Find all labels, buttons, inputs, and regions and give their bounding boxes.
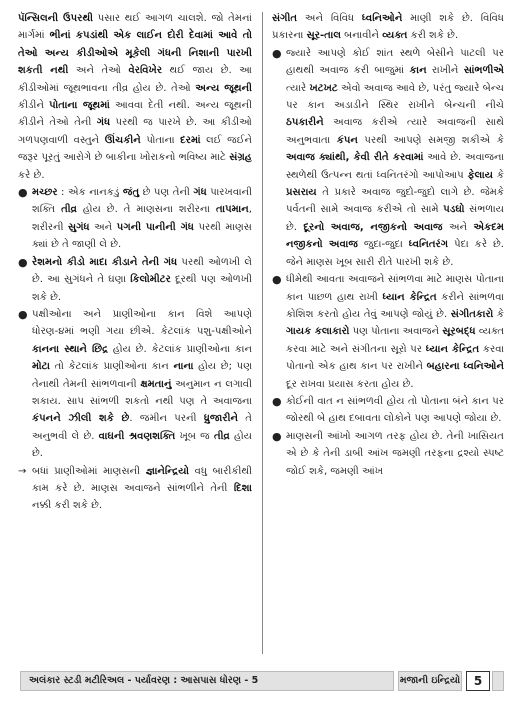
text-run: પરથી આપણે સમજી શકીએ કે <box>357 134 504 146</box>
bold-text: ધ્યાન કેન્દ્રિત <box>382 291 437 303</box>
text-run: આવવા દેતી નથી. અન્ય જૂથની કીડીને તેઓ તેની <box>18 100 252 129</box>
bullet-icon: ● <box>18 255 28 269</box>
text-run: કરવા પોતાનો એક હાથ કાન પર રાખીને <box>286 343 504 373</box>
text-run: પક્ષીઓના અને પ્રાણીઓના કાન વિશે આપણે ધોરણ-૪માં ભણી ગયા છીએ. કેટલાંક પશુ-પક્ષીઓને <box>32 308 252 338</box>
bold-text: ક્ષમતાનું <box>140 378 172 390</box>
text-run: અવાજ કરીએ ત્યારે અવાજની સાથે અનુભવાતા <box>286 117 504 146</box>
bold-text: દિશા <box>233 482 252 494</box>
text-run: તે અનુભવી લે છે. <box>32 413 253 442</box>
right-column <box>272 10 504 480</box>
text-run: વધુ બારીકીથી કામ કરે છે. માણસ અવાજને સાંભળીને તેની <box>32 465 252 494</box>
text-run: જ્યારે આપણે કોઈ શાંત સ્થળે બેસીને પાટલી પર હાથથી અવાજ કરી બાજુમાં <box>286 47 504 77</box>
bold-text: પગની પાનીની ગંધ <box>116 221 194 233</box>
arrow-note <box>18 463 252 515</box>
bold-text: જ્ઞાનેન્દ્રિયો <box>145 465 190 477</box>
bullet-text <box>32 257 252 303</box>
bullet-icon: ● <box>272 46 282 60</box>
text-run: પરથી જ પારખે છે. આ કીડીઓ ગળપણવાળી વસ્તુને <box>18 117 253 146</box>
text-run: પસાર થઈ આગળ ચાલશે. જો તેમનાં માર્ગમાં <box>18 13 252 42</box>
text-run: ધીમેથી આવતા અવાજને સાંભળવા માટે માણસ પોતાના કાન પાછળ હાથ રાખી <box>286 274 504 303</box>
bullet-text <box>286 274 504 389</box>
bold-text: રેશમનો કીડો માદા કીડાને તેની ગંધ <box>32 256 178 268</box>
text-run: દૂર રાખવા પ્રયાસ કરતા હોય છે. <box>286 378 414 390</box>
bold-text: પ્રસરાય <box>286 187 317 199</box>
footer-book-title: અલંકાર સ્ટડી મટીરિઅલ - પર્યાવરણ : આસપાસ ધોરણ - 5 <box>20 671 394 691</box>
bullet-icon: ● <box>272 394 282 408</box>
bullet-text <box>32 187 252 250</box>
bold-text: મચ્છર <box>32 187 58 199</box>
bold-text: અન્ય જૂથની <box>195 82 252 94</box>
bold-text: ફેલાય <box>467 169 494 181</box>
bullet-icon: ● <box>18 307 28 321</box>
text-run: પરથી ઓળખી લે છે. આ સુગંધને તે ઘણા <box>32 256 252 286</box>
text-run: પારખવાની શક્તિ <box>32 187 252 216</box>
bullet-item <box>272 428 504 480</box>
bullet-item <box>18 184 252 254</box>
text-run: અને <box>442 221 474 233</box>
text-run: કરી શકે છે. <box>407 30 459 42</box>
text-run: કે <box>493 308 504 320</box>
bold-text: તાપમાન <box>215 204 249 216</box>
text-run: પોતાના <box>140 134 181 146</box>
bullet-icon: ● <box>272 429 282 443</box>
bullet-text <box>286 431 504 477</box>
bold-text: ધ્યાન કેન્દ્રિત <box>425 343 480 355</box>
text-run: પેદા કરે છે. જેને માણસ ખૂબ સારી રીતે પારખી શકે છે. <box>286 239 504 268</box>
bold-text: અવાજ ક્યાંથી, કેવી રીતે કરવામાં <box>286 152 424 164</box>
text-run: દૂરથી પણ ઓળખી શકે છે. <box>32 274 252 303</box>
footer-page-number: 5 <box>466 671 490 691</box>
text-run: અને <box>89 221 117 233</box>
bold-text: ધ્વનિઓને <box>361 13 403 24</box>
bullet-item <box>272 271 504 393</box>
bold-text: પૅન્સિલની ઉપરથી <box>18 13 94 24</box>
bullet-item <box>18 306 252 463</box>
bold-text: એકદમ નજીકનો અવાજ <box>286 221 504 251</box>
bold-text: તીવ્ર <box>61 204 77 216</box>
text-run: : એક નાનકડું <box>57 187 123 199</box>
bold-text: બહારના ધ્વનિઓને <box>426 361 504 373</box>
bold-text: સુગંધ <box>68 221 90 233</box>
bullet-item <box>18 254 252 306</box>
text-run: હોય છે; પણ તેનાથી તેમની સાંભળવાની <box>32 361 252 390</box>
bold-text: ગંધ <box>193 187 207 199</box>
text-run: અનુમાન ન લગાવી શકાય. સાપ સાંભળી શકતો નથી પણ તે અવાજના <box>32 378 252 407</box>
text-run: છે પણ તેની <box>139 187 194 199</box>
bold-text: સંગીતકારો <box>450 308 494 320</box>
bold-text: ઠપકારીને <box>286 117 324 129</box>
bold-text: નાના <box>173 361 194 373</box>
bold-text: મોટા <box>32 361 50 373</box>
bold-text: કાન <box>409 65 427 77</box>
text-run: પણ પોતાના અવાજને <box>349 326 443 338</box>
bullet-text <box>286 48 504 268</box>
footer-chapter-title: મજાની ઇન્દ્રિયો <box>398 671 462 691</box>
bold-text: વેરવિખેર <box>128 65 163 77</box>
page-footer <box>20 671 504 691</box>
text-run: હોય છે. તે માણસના શરીરના <box>76 204 216 216</box>
bold-text: ખટખટ <box>309 82 338 94</box>
text-run: આવે છે. અવાજના સ્થળેથી ઉત્પન્ન થતાં ધ્વનિતરંગો આપોઆપ <box>286 152 505 181</box>
text-run: કીડીને <box>18 100 50 112</box>
bullet-icon: ● <box>272 273 282 287</box>
bold-text: ગંધ <box>96 117 111 129</box>
text-run: ત્યારે <box>286 82 310 94</box>
bold-text: વ્યક્ત <box>382 30 408 42</box>
text-run: તો કેટલાંક પ્રાણીઓના કાન <box>50 361 174 373</box>
text-run: જુદા-જુદા <box>357 239 409 251</box>
text-run: હોય છે. કેટલાંક પ્રાણીઓના કાન <box>108 343 252 355</box>
left-bullet-list <box>18 184 252 463</box>
bullet-item <box>272 45 504 271</box>
text-run: કે <box>493 169 505 181</box>
bold-text: વાઘની શ્રવણશક્તિ <box>98 430 176 442</box>
bold-text: પોતાના જૂથમાં <box>49 100 110 112</box>
bold-text: સૂરબદ્ધ <box>442 326 476 338</box>
text-run: કોઈની વાત ન સાંભળવી હોય તો પોતાના બંને કાન પર જોરથી બે હાથ દબાવતા લોકોને પણ આપણે જોયા છે. <box>286 395 504 425</box>
text-run: બધાં પ્રાણીઓમાં માણસની <box>32 465 146 477</box>
text-run: માણસની આંખો આગળ તરફ હોય છે. તેની ખાસિયત એ છે કે તેની ડાબી આંખ જમણી તરફના દ્રશ્યો સ્પષ્ટ જોઈ શકે, જમણી આંખ <box>286 430 504 477</box>
text-run: સંભળાય છે. <box>286 204 505 233</box>
bullet-text <box>32 309 252 459</box>
bullet-text <box>286 396 504 424</box>
text-run: માણી શકે છે. વિવિધ પ્રકારના <box>272 13 504 42</box>
bold-text: ઊંચકીને <box>104 134 141 146</box>
left-column <box>18 10 252 515</box>
text-run: . જમીન પરની <box>129 413 204 425</box>
text-run: , શરીરની <box>32 204 252 233</box>
text-run: લઈ જઈને જરૂર પૂરતું આરોગે છે બાકીના ખોરાકનો ભવિષ્ય માટે <box>18 134 253 164</box>
text-run: હોય છે. <box>32 430 252 460</box>
text-run: એવો અવાજ આવે છે, પરંતુ જ્યારે બેન્ચ પર કાન અડાડીને સ્થિર રાખીને બેન્ચની નીચે <box>286 82 504 112</box>
bold-text: દરમાં <box>180 134 201 146</box>
bullet-icon: ● <box>18 186 28 200</box>
bold-text: સંગ્રહ <box>229 152 252 164</box>
text-run: અને વિવિધ <box>297 13 362 24</box>
bold-text: પડઘો <box>443 204 465 216</box>
bold-text: સાંભળીએ <box>463 65 504 77</box>
bold-text: સંગીત <box>272 13 298 24</box>
arrow-note-text <box>32 466 252 512</box>
bold-text: કાનના સ્થાને છિદ્ર <box>32 343 109 355</box>
bullet-item <box>272 393 504 428</box>
text-run: બનાવીને <box>340 30 383 42</box>
bold-text: સૂર-તાલ <box>306 30 341 42</box>
text-run: કરીને સાંભળવા કોશિશ કરતો હોય તેવું આપણે જોયું છે. <box>286 291 504 320</box>
footer-tail-bar <box>492 671 504 691</box>
bold-text: દૂરનો અવાજ, નજીકનો અવાજ <box>303 221 443 233</box>
right-intro-paragraph <box>272 10 504 45</box>
text-run: થઈ જાય છે. આ કીડીઓમાં જૂથભાવના તીવ્ર હોય છે. તેઓ <box>18 65 252 94</box>
bold-text: કંપન <box>336 134 358 146</box>
bold-text: કંપનને ઝીલી શકે છે <box>32 413 130 425</box>
bold-text: ભીનાં કપડાંથી એક લાઈન દોરી દેવામાં આવે તો તેઓ અન્ય કીડીઓએ મૂકેલી ગંધની નિશાની પારખી શકતી નથી <box>18 30 252 77</box>
bold-text: તીવ્ર <box>213 430 230 442</box>
arrow-icon: → <box>18 465 27 477</box>
text-run: ખૂબ જ <box>175 430 214 442</box>
text-run: અને તેઓ <box>68 65 129 77</box>
column-divider <box>262 12 263 654</box>
right-bullet-list <box>272 45 504 480</box>
bold-text: ધ્રુજારીને <box>203 413 238 425</box>
text-run: તે પ્રકારે અવાજ જુદો-જુદો લાગે છે. જેમકે પર્વતની સામે અવાજ કરીએ તો સામે <box>286 187 504 216</box>
text-run: વ્યક્ત કરવા માટે અને સંગીતના સૂરો પર <box>286 326 505 355</box>
text-run: કરે છે. <box>18 169 45 181</box>
page-content <box>18 10 510 662</box>
bold-text: ગાયક કલાકારો <box>286 326 350 338</box>
bold-text: જંતુ <box>122 187 140 199</box>
text-run: પરથી માણસ ક્યાં છે તે જાણી લે છે. <box>32 221 252 251</box>
bold-text: ધ્વનિતરંગ <box>408 239 449 251</box>
left-intro-paragraph <box>18 10 252 184</box>
bold-text: કિલોમીટર <box>130 274 171 286</box>
text-run: નક્કી કરી શકે છે. <box>32 500 103 512</box>
text-run: રાખીને <box>426 65 464 77</box>
